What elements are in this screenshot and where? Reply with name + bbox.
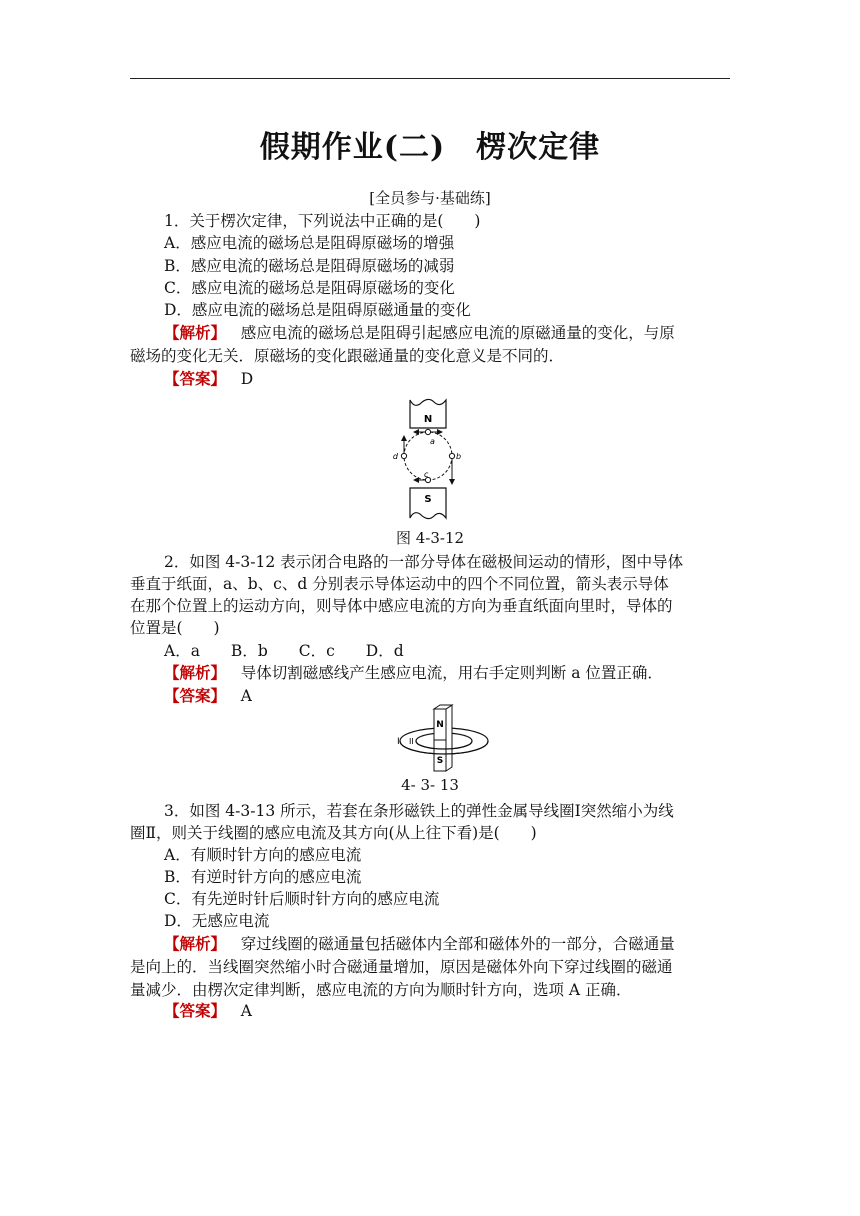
label-b: b — [456, 452, 462, 461]
position-a-marker — [425, 429, 430, 434]
q2-stem-line3: 在那个位置上的运动方向，则导体中感应电流的方向为垂直纸面向里时，导体的 — [130, 597, 673, 615]
q2-answer-tag: 【答案】 — [164, 686, 227, 705]
position-b-marker — [449, 453, 454, 458]
figure-magnet-poles — [392, 398, 472, 520]
magnet-n-label: N — [436, 720, 444, 730]
q3-analysis-line3: 量减少．由楞次定律判断，感应电流的方向为顺时针方向，选项 A 正确． — [130, 981, 632, 999]
figure-4-3-13-caption: 4- 3- 13 — [401, 776, 459, 794]
q1-answer-tag: 【答案】 — [164, 369, 227, 388]
q1-option-a: A．感应电流的磁场总是阻碍原磁场的增强 — [164, 234, 455, 252]
north-pole-label: N — [423, 414, 433, 425]
q3-answer: A — [240, 1002, 252, 1020]
coil-ii-label: II — [409, 737, 414, 746]
magnet-s-label: S — [436, 756, 444, 766]
label-d: d — [392, 452, 398, 461]
q2-stem-line1: 2．如图 4-3-12 表示闭合电路的一部分导体在磁极间运动的情形，图中导体 — [164, 553, 684, 571]
q3-option-b: B．有逆时针方向的感应电流 — [164, 868, 362, 886]
position-d-marker — [401, 453, 406, 458]
q2-answer: A — [240, 687, 252, 705]
figure-4-3-12-caption: 图 4-3-12 — [395, 529, 465, 547]
magnet-side-face — [446, 705, 452, 771]
q2-options: A．a B．b C．c D．d — [164, 642, 404, 660]
q1-analysis-line1 — [164, 322, 730, 344]
q3-analysis-tag: 【解析】 — [164, 934, 227, 953]
q1-option-d: D．感应电流的磁场总是阻碍原磁通量的变化 — [164, 301, 471, 319]
q2-analysis-tag: 【解析】 — [164, 663, 227, 682]
q1-analysis-tag: 【解析】 — [164, 323, 227, 342]
q1-analysis-line2: 磁场的变化无关．原磁场的变化跟磁通量的变化意义是不同的． — [130, 347, 565, 365]
south-pole-label: S — [424, 494, 432, 505]
q1-stem: 1．关于楞次定律，下列说法中正确的是( ) — [164, 212, 481, 230]
q1-analysis-text: 感应电流的磁场总是阻碍引起感应电流的原磁通量的变化，与原 — [240, 324, 675, 342]
q1-option-c: C．感应电流的磁场总是阻碍原磁场的变化 — [164, 279, 455, 297]
q3-stem-line2: 圈Ⅱ，则关于线圈的感应电流及其方向(从上往下看)是( ) — [130, 824, 537, 842]
q3-analysis-line1 — [164, 933, 730, 955]
q3-answer-tag: 【答案】 — [164, 1001, 227, 1020]
q2-stem-line2: 垂直于纸面，a、b、c、d 分别表示导体运动中的四个不同位置，箭头表示导体 — [130, 575, 669, 593]
q1-option-b: B．感应电流的磁场总是阻碍原磁场的减弱 — [164, 257, 455, 275]
coil-i-label: I — [397, 737, 400, 747]
q2-stem-line4: 位置是( ) — [130, 619, 220, 637]
header-rule — [130, 78, 730, 79]
figure-bar-magnet-coil — [398, 705, 490, 775]
q3-analysis-line2: 是向上的．当线圈突然缩小时合磁通量增加，原因是磁体外向下穿过线圈的磁通 — [130, 958, 673, 976]
q3-option-a: A．有顺时针方向的感应电流 — [164, 846, 362, 864]
q1-answer: D — [240, 370, 254, 388]
q3-stem-line1: 3．如图 4-3-13 所示，若套在条形磁铁上的弹性金属导线圈Ⅰ突然缩小为线 — [164, 802, 674, 820]
q3-option-d: D．无感应电流 — [164, 912, 270, 930]
q1-answer-line — [164, 368, 764, 390]
q2-analysis-line — [164, 662, 764, 684]
q3-analysis-text: 穿过线圈的磁通量包括磁体内全部和磁体外的一部分，合磁通量 — [240, 935, 675, 953]
label-c: c — [424, 470, 429, 479]
q3-answer-line — [164, 1000, 764, 1022]
page-title: 假期作业(二) 楞次定律 — [259, 130, 601, 165]
q3-option-c: C．有先逆时针后顺时针方向的感应电流 — [164, 890, 440, 908]
section-label: [全员参与·基础练] — [369, 189, 491, 207]
q2-answer-line — [164, 685, 764, 707]
q2-analysis-text: 导体切割磁感线产生感应电流，用右手定则判断 a 位置正确． — [240, 664, 663, 682]
label-a: a — [430, 437, 435, 446]
